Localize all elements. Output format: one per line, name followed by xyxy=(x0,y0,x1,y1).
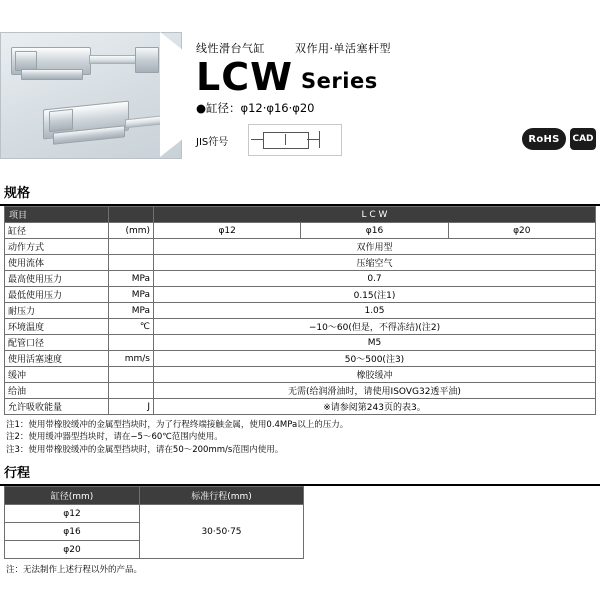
spec-row-label: 允许吸收能量 xyxy=(5,399,109,415)
jis-label: JIS符号 xyxy=(196,137,229,148)
spec-row-label: 耐压力 xyxy=(5,303,109,319)
table-row xyxy=(5,383,596,399)
jis-symbol-piston xyxy=(285,134,286,145)
spec-row-value: M5 xyxy=(154,335,596,351)
spec-row-label: 动作方式 xyxy=(5,239,109,255)
product-photo-stopper-upper xyxy=(135,47,159,73)
table-row xyxy=(5,271,596,287)
table-row xyxy=(5,505,304,523)
stroke-section xyxy=(0,462,600,575)
spec-row-label: 最高使用压力 xyxy=(5,271,109,287)
stroke-header-bore: 缸径(mm) xyxy=(5,487,140,505)
header-subtitle xyxy=(196,40,391,56)
spec-row-value: 1.05 xyxy=(154,303,596,319)
spec-row-label: 环境温度 xyxy=(5,319,109,335)
spec-row-unit: MPa xyxy=(109,303,154,319)
table-row xyxy=(5,319,596,335)
table-row xyxy=(5,287,596,303)
spec-row-unit: J xyxy=(109,399,154,415)
product-photo-endcap-lower xyxy=(49,109,73,133)
spec-row-unit: (mm) xyxy=(109,223,154,239)
spec-header-item: 项目 xyxy=(5,207,109,223)
spec-section xyxy=(0,182,600,456)
spec-row-unit xyxy=(109,383,154,399)
spec-row-label: 给油 xyxy=(5,383,109,399)
spec-row-label: 配管口径 xyxy=(5,335,109,351)
header-subtitle-left: 线性滑台气缸 xyxy=(196,42,265,55)
spec-row-value: 双作用型 xyxy=(154,239,596,255)
jis-symbol-line-right xyxy=(307,139,319,140)
stroke-row-bore: φ20 xyxy=(5,541,140,559)
stroke-note: 注：无法制作上述行程以外的产品。 xyxy=(6,565,143,575)
table-row xyxy=(5,367,596,383)
spec-row-value: ※请参阅第243页的表3。 xyxy=(154,399,596,415)
bore-list: ●缸径：φ12·φ16·φ20 xyxy=(196,101,315,115)
spec-note-2: 注2：使用缓冲器型挡块时，请在−5～60℃范围内使用。 xyxy=(6,432,223,443)
stroke-row-bore: φ12 xyxy=(5,505,140,523)
spec-row-value-bore1: φ12 xyxy=(154,223,301,239)
spec-row-value: 0.15(注1) xyxy=(154,287,596,303)
spec-header-group: L C W xyxy=(154,207,596,223)
spec-note-1: 注1：使用带橡胶缓冲的金属型挡块时，为了行程终端接触金属，使用0.4MPa以上的压力。 xyxy=(6,420,349,430)
header-subtitle-right: 双作用·单活塞杆型 xyxy=(295,42,391,55)
spec-row-unit: mm/s xyxy=(109,351,154,367)
spec-row-unit xyxy=(109,367,154,383)
spec-row-value: 无需(给润滑油时，请使用ISOVG32透平油) xyxy=(154,383,596,399)
page-title-series: Series xyxy=(301,69,378,93)
spec-row-label: 使用活塞速度 xyxy=(5,351,109,367)
spec-table xyxy=(4,206,596,415)
spec-section-title: 规格 xyxy=(4,186,31,201)
table-row xyxy=(5,223,596,239)
spec-row-value: 50～500(注3) xyxy=(154,351,596,367)
table-row xyxy=(5,335,596,351)
rohs-badge: RoHS xyxy=(522,128,566,150)
spec-row-unit xyxy=(109,239,154,255)
spec-row-unit: MPa xyxy=(109,287,154,303)
jis-symbol-line-left xyxy=(251,139,263,140)
page-title-main: LCW xyxy=(196,55,294,99)
spec-row-value: 橡胶缓冲 xyxy=(154,367,596,383)
spec-row-unit xyxy=(109,335,154,351)
page-header xyxy=(0,0,600,160)
page-title xyxy=(196,55,378,99)
stroke-header-stroke: 标准行程(mm) xyxy=(140,487,304,505)
spec-row-label: 最低使用压力 xyxy=(5,287,109,303)
spec-row-unit: MPa xyxy=(109,271,154,287)
spec-header-row xyxy=(5,207,596,223)
table-row xyxy=(5,255,596,271)
stroke-section-title: 行程 xyxy=(4,466,31,481)
spec-notes xyxy=(6,419,600,456)
spec-row-value-bore3: φ20 xyxy=(448,223,595,239)
spec-row-unit xyxy=(109,255,154,271)
cad-badge: CAD xyxy=(570,128,596,150)
spec-row-unit: ℃ xyxy=(109,319,154,335)
product-photo-endcap-upper xyxy=(15,51,37,71)
spec-row-label: 缓冲 xyxy=(5,367,109,383)
product-photo-base-upper xyxy=(21,69,83,80)
spec-note-3: 注3：使用带橡胶缓冲的金属型挡块时，请在50～200mm/s范围内使用。 xyxy=(6,444,284,455)
spec-row-value: −10～60(但是，不得冻结)(注2) xyxy=(154,319,596,335)
spec-row-label: 使用流体 xyxy=(5,255,109,271)
spec-row-value-bore2: φ16 xyxy=(301,223,448,239)
jis-symbol-diagram xyxy=(248,124,342,156)
product-photo xyxy=(0,32,182,159)
table-row xyxy=(5,239,596,255)
spec-row-value: 压缩空气 xyxy=(154,255,596,271)
table-row xyxy=(5,351,596,367)
spec-header-unit xyxy=(109,207,154,223)
spec-row-value: 0.7 xyxy=(154,271,596,287)
stroke-row-value: 30·50·75 xyxy=(140,505,304,559)
table-row xyxy=(5,399,596,415)
spec-row-label: 缸径 xyxy=(5,223,109,239)
stroke-header-row xyxy=(5,487,304,505)
stroke-table xyxy=(4,486,304,559)
jis-symbol-line-end xyxy=(319,131,320,148)
table-row xyxy=(5,303,596,319)
jis-symbol-box xyxy=(263,132,309,149)
stroke-row-bore: φ16 xyxy=(5,523,140,541)
